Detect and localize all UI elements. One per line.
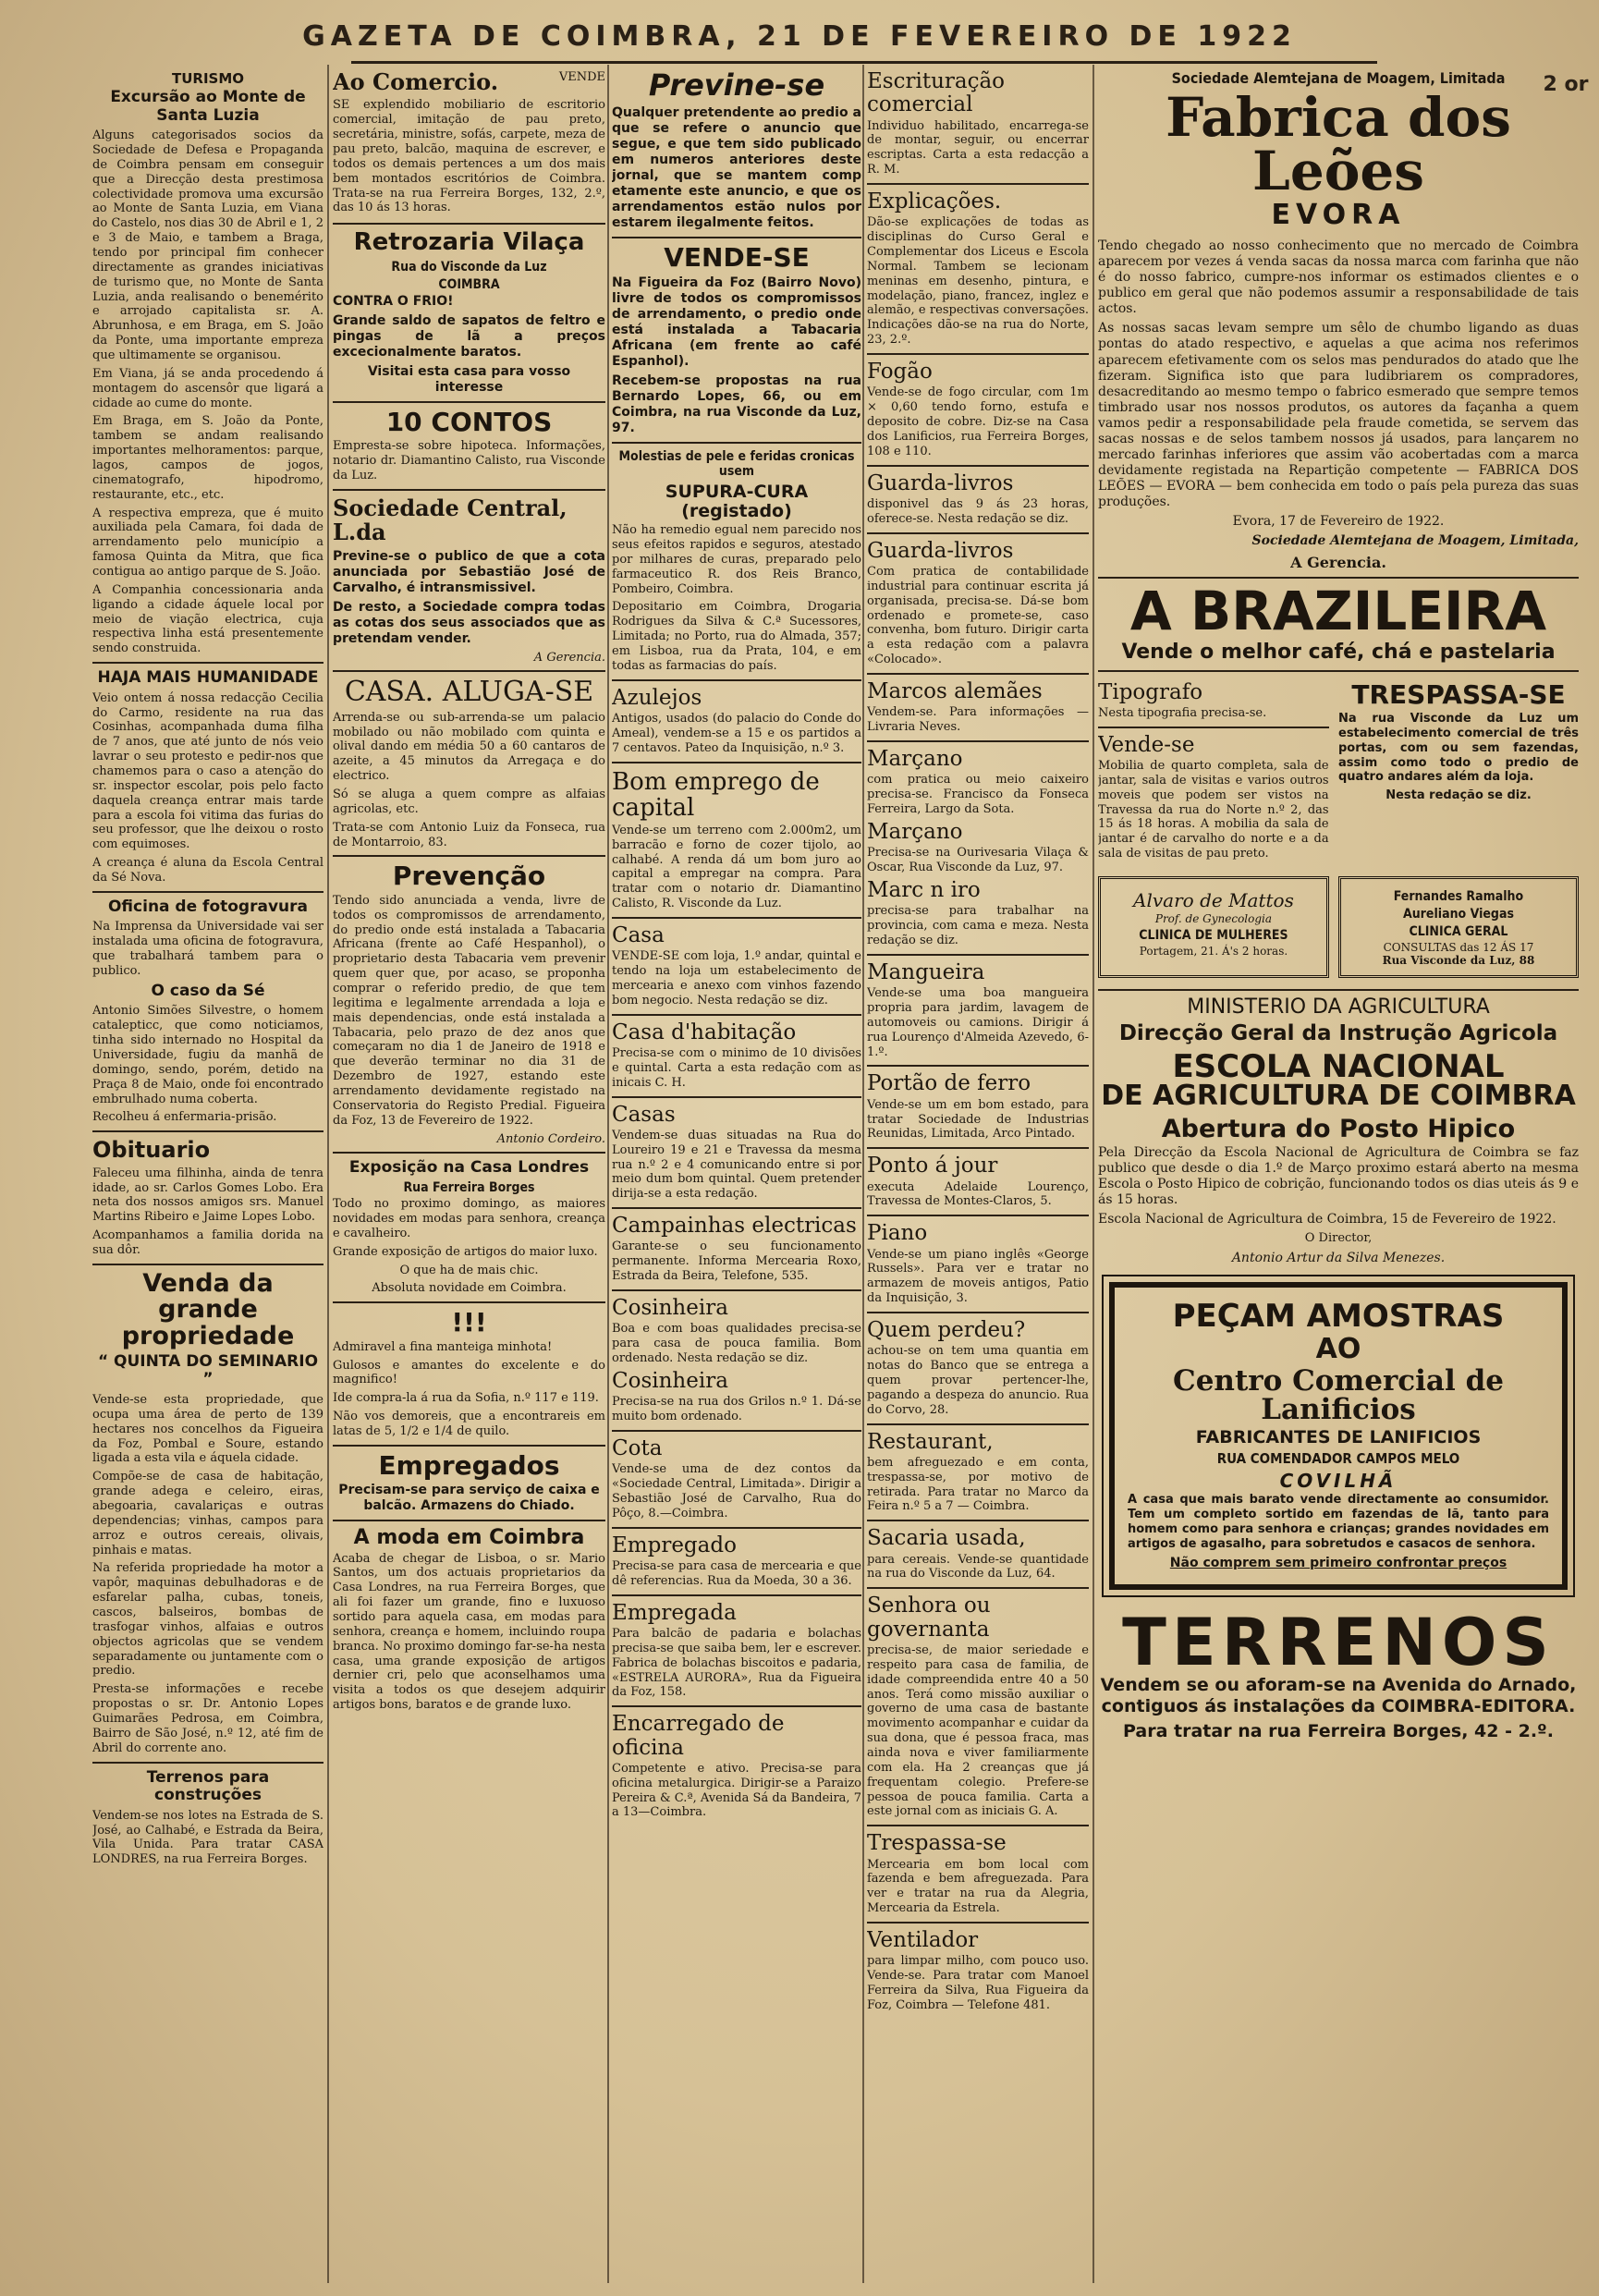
divider bbox=[612, 1096, 861, 1098]
ad-tag: VENDE bbox=[558, 70, 605, 84]
ad-subtitle: DE AGRICULTURA DE COIMBRA bbox=[1101, 1080, 1576, 1113]
ad-title: CASA. ALUGA-SE bbox=[344, 676, 594, 709]
doctor-name: Alvaro de Mattos bbox=[1133, 889, 1294, 912]
ad-text: Pela Direcção da Escola Nacional de Agricultura de Coimbra se faz publico que desde o dia 1.º de Março proximo estará aberto na mesma Escola o Posto Hipico de cobrição, funcionando todos os dias uteis ás 9 e ás 15 horas. bbox=[1098, 1145, 1579, 1208]
divider bbox=[92, 662, 323, 664]
article-title: HAJA MAIS HUMANIDADE bbox=[97, 668, 319, 688]
ad-text: Presta-se informações e recebe propostas o sr. Dr. Antonio Lopes Guimarães Pedrosa, em Coimbra, Bairro de São José, n.º 12, até fim de Abril do corrente ano. bbox=[92, 1682, 323, 1755]
divider bbox=[867, 1065, 1089, 1067]
divider bbox=[1098, 727, 1329, 728]
column-5 bbox=[1098, 67, 1579, 2285]
ad-text: Precisa-se com o minimo de 10 divisões e quintal. Carta a esta redação com as inicais C. H. bbox=[612, 1046, 861, 1090]
column-2 bbox=[333, 67, 605, 2285]
divider bbox=[333, 1520, 605, 1521]
ad-subtitle: AO bbox=[1315, 1333, 1361, 1366]
ad-text: Qualquer pretendente ao predio a que se refere o anuncio que segue, e que tem sido publicado em numeros anteriores deste jornal, que se mantem comp etamente este anuncio, e que os arrendamentos estão nulos por estarem ilegalmente feitos. bbox=[612, 104, 861, 231]
divider bbox=[867, 465, 1089, 467]
column-rule bbox=[607, 65, 609, 2283]
article-text: Faleceu uma filhinha, ainda de tenra idade, ao sr. Carlos Gomes Lobo. Era neta dos nossos amigos srs. Manuel Martins Ribeiro e Jaime Lopes Lobo. bbox=[92, 1166, 323, 1225]
clinic-address: Rua Visconde da Luz, 88 bbox=[1382, 954, 1535, 968]
clinic-row bbox=[1098, 871, 1579, 983]
divider bbox=[867, 740, 1089, 742]
ad-title: PEÇAM AMOSTRAS bbox=[1172, 1298, 1505, 1336]
ad-title: Exposição na Casa Londres bbox=[348, 1157, 590, 1177]
article-text: Alguns categorisados socios da Sociedade de Defesa e Propaganda de Coimbra pensam em conseguir que a Direcção desta prestimosa colectividade promova uma excursão ao Monte de Santa Luzia, em Viana do Castelo, nos dias 30 de Abril e 1, 2 e 3 de Maio, e tambem a Braga, tendo por principal fim conhecer directamente as grandes iniciativas de turismo que, no Monte de Santa Luzia, anda realisando o benemérito e arrojado capitalista sr. A. Abrunhosa, e em Braga, em S. João da Ponte, uma importante empreza que ultimamente se organisou. bbox=[92, 128, 323, 362]
article-text: Acaba de chegar de Lisboa, o sr. Mario Santos, um dos actuais proprietarios da Casa Londres, na rua Ferreira Borges, que ali foi fazer um grande, fino e luxuoso sortido para aquela casa, em modas para senhora, creança e homem, incluindo roupa branca. No proximo domingo far-se-ha nesta casa, uma grande exposição de artigos dernier cri, pelo que aconselhamos uma visita a todos os que desejem adquirir artigos bons, baratos e de grande luxo. bbox=[333, 1551, 605, 1713]
ad-text: Individuo habilitado, encarrega-se de montar, seguir, ou encerrar escriptas. Carta a esta redacção a R. M. bbox=[867, 118, 1089, 177]
divider bbox=[333, 1301, 605, 1303]
ad-text: Vendem-se. Para informações — Livraria Neves. bbox=[867, 705, 1089, 735]
column-rule bbox=[1092, 65, 1094, 2283]
doctor-prof: Prof. de Gynecologia bbox=[1154, 912, 1273, 926]
divider bbox=[612, 1594, 861, 1596]
doctor-name: Aureliano Viegas bbox=[1402, 907, 1514, 922]
column-3 bbox=[612, 67, 861, 2285]
article-title: A moda em Coimbra bbox=[353, 1526, 585, 1550]
divider bbox=[92, 1264, 323, 1265]
article-text: Veio ontem á nossa redacção Cecilia do Carmo, residente na rua das Cosinhas, acompanhada duma filha de 7 anos, que até junto de nós veio lavrar o seu protesto e pedir-nos que chamemos para o caso a atenção do sr. inspector escolar, pois pelo facto daquela creança entrar mais tarde para a escola foi vitima das furias do seu professor, que lhe deixou o rosto com equimoses. bbox=[92, 690, 323, 852]
divider bbox=[1098, 989, 1579, 991]
divider bbox=[333, 1152, 605, 1154]
ad-title: Explicações. bbox=[867, 189, 1002, 214]
ad-text: Boa e com boas qualidades precisa-se para casa de pouca familia. Bom ordenado. Nesta redação se diz. bbox=[612, 1322, 861, 1366]
ad-text: executa Adelaide Lourenço, Travessa de Montes-Claros, 5. bbox=[867, 1179, 1089, 1209]
ad-text: para cereais. Vende-se quantidade na rua do Visconde da Luz, 64. bbox=[867, 1552, 1089, 1582]
ad-text: com pratica ou meio caixeiro precisa-se. Francisco da Fonseca Ferreira, Largo da Sota. bbox=[867, 773, 1089, 817]
divider bbox=[333, 401, 605, 403]
ad-subtitle: FABRICANTES DE LANIFICIOS bbox=[1195, 1427, 1482, 1448]
ad-subtitle: Rua Ferreira Borges bbox=[403, 1180, 535, 1196]
ad-title: Empregados bbox=[378, 1449, 560, 1481]
ad-title: Venda da grande propriedade bbox=[121, 1268, 295, 1350]
signature: O Director, bbox=[1304, 1231, 1373, 1246]
article-text: Antonio Simões Silvestre, o homem catalepticc, que como noticiamos, tinha sido internado no Hospital da Universidade, fugiu da manhã de domingo, sendo, porém, detido na Praça 8 de Maio, onde foi encontrado embrulhado numa coberta. bbox=[92, 1004, 323, 1106]
divider bbox=[867, 1922, 1089, 1924]
article-text: Em Viana, já se anda procedendo á montagem do ascensôr que ligará a cidade ao cume do monte. bbox=[92, 366, 323, 410]
ad-subtitle: COIMBRA bbox=[438, 276, 500, 292]
ad-text: bem afreguezado e em conta, trespassa-se, por motivo de retirada. Para tratar no Marco da Feira n.º 5 a 7 — Coimbra. bbox=[867, 1455, 1089, 1514]
ad-title: ESCOLA NACIONAL bbox=[1172, 1048, 1505, 1086]
article-text: Recolheu á enfermaria-prisão. bbox=[92, 1110, 277, 1125]
ad-text: Mercearia em bom local com fazenda e bem afreguezada. Para ver e tratar na rua da Alegria, Mercearia da Estrela. bbox=[867, 1857, 1089, 1916]
masthead-rule bbox=[351, 61, 1377, 64]
ad-title: Retrozaria Vilaça bbox=[353, 228, 585, 257]
ad-title: TRESPASSA-SE bbox=[1351, 678, 1566, 710]
ad-right bbox=[1338, 678, 1579, 865]
ad-date: Evora, 17 de Fevereiro de 1922. bbox=[1232, 514, 1445, 530]
masthead: GAZETA DE COIMBRA, 21 DE FEVEREIRO DE 1922 bbox=[302, 20, 1297, 53]
ad-text: Na Figueira da Foz (Bairro Novo) livre de todos os compromissos de arrendamento, o predio onde está instalada a Tabacaria Africana (em frente ao café Espanhol). bbox=[612, 275, 861, 369]
article-text: A creança é aluna da Escola Central da Sé Nova. bbox=[92, 856, 323, 885]
clinic-name: CLINICA DE MULHERES bbox=[1139, 928, 1288, 944]
signature: A Gerencia. bbox=[533, 651, 605, 666]
article-text: A respectiva empreza, que é muito auxiliada pela Camara, foi dada de arrendamento pelo município a famosa Quinta da Mitra, que fica contigua ao antigo parque de S. João. bbox=[92, 506, 323, 580]
ad-city: EVORA bbox=[1271, 199, 1406, 231]
ad-title: Guarda-livros bbox=[867, 470, 1014, 495]
ad-title: Sacaria usada, bbox=[867, 1526, 1026, 1551]
ad-text: Arrenda-se ou sub-arrenda-se um palacio mobilado ou não mobilado com quinta e olival dando em média 50 a 60 cantaros de azeite, a 45 minutos da Arregaça e do electrico. bbox=[333, 710, 605, 784]
ad-subtitle: “ QUINTA DO SEMINARIO ” bbox=[97, 1351, 319, 1389]
divider bbox=[612, 1430, 861, 1432]
ad-title: Molestias de pele e feridas cronicas usem bbox=[618, 449, 855, 480]
article-text: A Companhia concessionaria anda ligando a cidade áquele local por meio de viação electrica, cuja respectiva linha está presentemente sendo construida. bbox=[92, 582, 323, 656]
divider bbox=[612, 1014, 861, 1016]
ad-title: Piano bbox=[867, 1221, 928, 1246]
divider bbox=[612, 679, 861, 681]
ad-text: Nesta redação se diz. bbox=[1385, 788, 1532, 803]
clinic-ramalho bbox=[1338, 876, 1579, 978]
ad-text: Gulosos e amantes do excelente e do magnifico! bbox=[333, 1358, 605, 1387]
divider bbox=[612, 237, 861, 238]
ad-text: Recebem-se propostas na rua Bernardo Lopes, 66, ou em Coimbra, na rua Visconde da Luz, 97. bbox=[612, 373, 861, 436]
divider bbox=[612, 1207, 861, 1209]
ad-text: Precisa-se na Ourivesaria Vilaça & Oscar, Rua Visconde da Luz, 97. bbox=[867, 846, 1089, 875]
ad-text: Todo no proximo domingo, as maiores novidades em modas para senhora, creança e cavalheiro. bbox=[333, 1197, 605, 1240]
ad-title: 10 CONTOS bbox=[385, 407, 553, 438]
divider bbox=[92, 1762, 323, 1764]
divider bbox=[612, 1527, 861, 1529]
ad-text: Precisam-se para serviço de caixa e balcão. Armazens do Chiado. bbox=[338, 1483, 600, 1514]
ad-heading: Abertura do Posto Hipico bbox=[1161, 1115, 1516, 1144]
ad-title: Tipografo bbox=[1098, 679, 1203, 704]
column-1 bbox=[92, 67, 323, 2285]
ad-text: Não comprem sem primeiro confrontar preços bbox=[1169, 1555, 1507, 1570]
ad-text: Precisa-se para casa de mercearia e que dê referencias. Rua da Moeda, 30 a 36. bbox=[612, 1558, 861, 1588]
ad-text: Para balcão de padaria e bolachas precisa-se que saiba bem, ler e escrever. Fabrica de bolachas biscoitos e padaria, «ESTRELA AURORA», Rua da Figueira da Foz, 158. bbox=[612, 1627, 861, 1700]
divider bbox=[867, 1825, 1089, 1826]
divider bbox=[867, 1520, 1089, 1521]
ad-text: Nesta tipografia precisa-se. bbox=[1098, 705, 1267, 720]
divider bbox=[92, 891, 323, 893]
ad-title: Casa bbox=[612, 922, 665, 947]
ad-title: Restaurant, bbox=[867, 1429, 994, 1454]
ad-subtitle: Vende o melhor café, chá e pastelaria bbox=[1121, 641, 1556, 665]
signature: Antonio Artur da Silva Menezes. bbox=[1231, 1251, 1446, 1266]
ad-title: Campainhas electricas bbox=[612, 1214, 857, 1239]
ad-title: Cosinheira bbox=[612, 1368, 728, 1393]
ad-text: Vende-se esta propriedade, que ocupa uma área de perto de 139 hectares nos concelhos da Figueira da Foz, Pombal e Soure, estando ligada a esta vila e áquela cidade. bbox=[92, 1392, 323, 1466]
ad-title: TERRENOS bbox=[1122, 1604, 1555, 1680]
ad-text: Depositario em Coimbra, Drogaria Rodrigues da Silva & C.ª Sucessores, Limitada; no Porto, rua do Almada, 357; em Lisboa, rua da Prata, 104, e em todas as farmacias do país. bbox=[612, 600, 861, 673]
ad-text: Absoluta novidade em Coimbra. bbox=[372, 1281, 567, 1296]
divider bbox=[333, 855, 605, 857]
divider bbox=[612, 1289, 861, 1291]
ad-title: Terrenos para construções bbox=[146, 1767, 270, 1805]
ad-text: Trata-se com Antonio Luiz da Fonseca, rua de Montarroio, 83. bbox=[333, 820, 605, 849]
ad-text: Não vos demoreis, que a encontrareis em latas de 5, 1/2 e 1/4 de quilo. bbox=[333, 1410, 605, 1439]
article-title: Oficina de fotogravura bbox=[107, 897, 308, 916]
ad-title: Ponto á jour bbox=[867, 1154, 998, 1179]
divider bbox=[612, 917, 861, 919]
ad-title: Marcos alemães bbox=[867, 678, 1043, 703]
ad-address: RUA COMENDADOR CAMPOS MELO bbox=[1216, 1450, 1460, 1468]
divider bbox=[333, 1445, 605, 1447]
ad-title: Azulejos bbox=[612, 685, 702, 710]
divider bbox=[92, 1130, 323, 1132]
divider bbox=[867, 954, 1089, 956]
ad-text: Garante-se o seu funcionamento permanente. Informa Mercearia Roxo, Estrada da Beira, Telefone, 535. bbox=[612, 1240, 861, 1284]
article-text: Na Imprensa da Universidade vai ser instalada uma oficina de fotogravura, que trabalhará tambem para o publico. bbox=[92, 920, 323, 979]
divider bbox=[612, 442, 861, 444]
ad-text: Grande exposição de artigos do maior luxo. bbox=[333, 1244, 598, 1259]
ad-title: Escrituração comercial bbox=[867, 69, 1006, 117]
ad-text: precisa-se, de maior seriedade e respeito para casa de familia, de idade compreendida entre 40 a 50 anos. Terá como missão auxiliar o governo de uma casa de bastante movimento acompanhar e cuidar da sua dona, que é pessoa fraca, mas ainda nova e viver familiarmente com ela. Ha 2 creanças que já frequentam colegio. Prefere-se pessoa de pouca familia. Carta a este jornal com as iniciais G. A. bbox=[867, 1643, 1089, 1819]
divider bbox=[867, 1215, 1089, 1216]
ad-title: Marçano bbox=[867, 747, 963, 771]
divider bbox=[867, 353, 1089, 355]
ad-text: A casa que mais barato vende directamente ao consumidor. Tem um completo sortido em fazendas de lã, tanto para homem como para senhora e crianças; grandes novidades em artigos de agasalho, para sobretudos e casacos de senhora. bbox=[1128, 1493, 1549, 1551]
divider bbox=[333, 223, 605, 225]
ad-subtitle: Direcção Geral da Instrução Agricola bbox=[1118, 1021, 1558, 1046]
clinic-address: Portagem, 21. Á's 2 horas. bbox=[1139, 945, 1288, 959]
ad-text: Vende-se uma boa mangueira propria para jardim, lavagem de automoveis ou camions. Dirigir á rua Lourenço d'Almeida Azevedo, 6-1.º. bbox=[867, 986, 1089, 1059]
ad-text: Empresta-se sobre hipoteca. Informações, notario dr. Diamantino Calisto, rua Visconde da Luz. bbox=[333, 439, 605, 483]
ad-title: Mangueira bbox=[867, 959, 985, 984]
ad-text: disponivel das 9 ás 23 horas, oferece-se. Nesta redação se diz. bbox=[867, 496, 1089, 526]
ad-text: Tendo sido anunciada a venda, livre de todos os compromissos de arrendamento, do predio onde está instalada a Tabacaria Africana (frente ao Café Hespanhol), o proprietario desta Tabacaria vem prevenir quem quer que, por acaso, se proponha comprar o referido predio, de que tem legitima e legalmente arrendada a loja e mais dependencias, onde está instalada a Tabacaria, pelo prazo de dez anos que começaram no dia 1 de Janeiro de 1918 e que deverão terminar no dia 31 de Dezembro de 1927, estando este arrendamento devidamente registado na Conservatoria do Registo Predial. Figueira da Foz, 13 de Fevereiro de 1922. bbox=[333, 893, 605, 1128]
ad-company: Centro Comercial de Lanificios bbox=[1173, 1364, 1504, 1427]
divider bbox=[867, 1312, 1089, 1313]
ad-text: Compõe-se de casa de habitação, grande adega e celeiro, eiras, abegoaria, cavalariças e outras dependencias; vinhas, campos para arroz e outros cereais, olivais, pinhais e matas. bbox=[92, 1470, 323, 1557]
ad-text: Vende-se um terreno com 2.000m2, um barracão e forno de cozer tijolo, ao calhabé. A renda dá um bom juro ao capital a empregar na compra. Para tratar com o notario dr. Diamantino Calisto, R. Visconde da Luz. bbox=[612, 823, 861, 911]
ad-title: A BRAZILEIRA bbox=[1129, 580, 1547, 643]
ad-row bbox=[1098, 678, 1579, 865]
divider bbox=[867, 532, 1089, 534]
column-rule bbox=[862, 65, 864, 2283]
ad-text: Vendem se ou aforam-se na Avenida do Arnado, contiguos ás instalações da COIMBRA-EDITORA. bbox=[1100, 1674, 1577, 1716]
ad-title: Casas bbox=[612, 1102, 676, 1127]
clinic-hours: CONSULTAS das 12 ÁS 17 bbox=[1383, 941, 1534, 955]
ad-text: O que ha de mais chic. bbox=[399, 1263, 539, 1277]
divider bbox=[612, 1705, 861, 1707]
ad-left bbox=[1098, 678, 1329, 865]
ad-text: Não ha remedio egual nem parecido nos seus efeitos rapidos e seguros, atestado por milhares de curas, preparado pelo farmaceutico R. dos Reis Branco, Pombeiro, Coimbra. bbox=[612, 523, 861, 596]
ad-text: Mobilia de quarto completa, sala de jantar, sala de visitas e varios outros moveis que podem ser vistos na Travessa da rua do Norte n.º 2, das 15 ás 18 horas. A mobilia da sala de jantar é de carvalho do norte e a da sala de visitas de pau preto. bbox=[1098, 759, 1329, 861]
ad-title: Guarda-livros bbox=[867, 538, 1014, 563]
ad-title: Senhora ou governanta bbox=[867, 1594, 991, 1642]
ad-text: Competente e ativo. Precisa-se para oficina metalurgica. Dirigir-se a Paraizo Pereira & C.ª, Avenida Sá da Bandeira, 7 a 13—Coimbra. bbox=[612, 1761, 861, 1820]
ad-title: Fabrica dos Leões bbox=[1166, 86, 1511, 202]
signature: A Gerencia. bbox=[1290, 554, 1386, 572]
ad-text: Dão-se explicações de todas as disciplinas do Curso Geral e Complementar dos Liceus e Escola Normal. Tambem se lecionam meninas em desenho, pintura, e modelação, piano, francez, inglez e alemão, e respectivas conversações. Indicações dão-se na rua do Norte, 23, 2.º. bbox=[867, 215, 1089, 348]
ad-text: Admiravel a fina manteiga minhota! bbox=[333, 1339, 553, 1354]
column-rule bbox=[327, 65, 329, 2283]
ad-title: Ventilador bbox=[867, 1927, 979, 1952]
ad-title: Cota bbox=[612, 1435, 663, 1460]
ad-text: Previne-se o publico de que a cota anunciada por Sebastião José de Carvalho, é intransmissivel. bbox=[333, 548, 605, 595]
ad-title: VENDE-SE bbox=[664, 242, 810, 274]
divider bbox=[333, 670, 605, 672]
ad-title: Quem perdeu? bbox=[867, 1317, 1026, 1342]
ad-text: Grande saldo de sapatos de feltro e pingas de lã a preços excecionalmente baratos. bbox=[333, 312, 605, 360]
ad-text: As nossas sacas levam sempre um sêlo de chumbo ligando as duas pontas do atado respectivo, e aquelas a que acima nos referimos aparecem efetivamente com os selos mas pendurados do atado que lhe fizeram. Significa isto que para ludibriarem os compradores, desacreditando ao mesmo tempo o fabrico esmerado que sempre temos timbrado usar nos nossos produtos, os autores da façanha a quem vamos pedir a responsabilidade pela fraude cometida, se servem das sacas nossas e de selos tambem nossos já usados, para lançarem no mercado farinhas inferiores que assim vão acobertadas com a marca devidamente registada na Repartição competente — FABRICA DOS LEÕES — EVORA — bem conhecida em todo o país pela pureza das suas produções. bbox=[1098, 321, 1579, 510]
divider bbox=[1098, 670, 1579, 672]
signature: Sociedade Alemtejana de Moagem, Limitada, bbox=[1251, 533, 1579, 549]
ad-text: Com pratica de contabilidade industrial para continuar escrita já organisada, precisa-se. Dá-se bom ordenado e promete-se, caso convenha, bom futuro. Dirigir carta a esta redação com a palavra «Colocado». bbox=[867, 564, 1089, 667]
ad-text: Vende-se uma de dez contos da «Sociedade Central, Limitada». Dirigir a Sebastião José de Carvalho, Rua do Pôço, 8.—Coimbra. bbox=[612, 1462, 861, 1520]
doctor-name: Fernandes Ramalho bbox=[1393, 889, 1524, 905]
ad-text: Vende-se um em bom estado, para tratar Sociedade de Industrias Reunidas, Limitada, Arco Pintado. bbox=[867, 1097, 1089, 1142]
divider bbox=[612, 762, 861, 763]
ad-subtitle: SUPURA-CURA (registado) bbox=[665, 482, 809, 522]
ad-text: achou-se on tem uma quantia em notas do Banco que se entrega a quem provar pertencer-lhe, pagando a despeza do anuncio. Rua do Corvo, 28. bbox=[867, 1344, 1089, 1417]
ad-text: Vendem-se duas situadas na Rua do Loureiro 19 e 21 e Travessa da mesma rua n.º 2 e 4 comunicando entre si por meio dum bom quintal. Quem pretender dirija-se a esta redação. bbox=[612, 1128, 861, 1202]
ad-text: Ide compra-la á rua da Sofia, n.º 117 e 119. bbox=[333, 1391, 599, 1406]
ad-title: Portão de ferro bbox=[867, 1071, 1031, 1096]
clinic-mattos bbox=[1098, 876, 1329, 978]
ad-text: Vendem-se nos lotes na Estrada de S. José, ao Calhabé, e Estrada da Beira, Vila Unida. Para tratar CASA LONDRES, na rua Ferreira Borges. bbox=[92, 1808, 323, 1867]
ad-text: CONTRA O FRIO! bbox=[333, 293, 454, 309]
ad-title: Prevenção bbox=[392, 861, 546, 892]
divider bbox=[867, 1147, 1089, 1149]
ad-text: precisa-se para trabalhar na provincia, com cama e meza. Nesta redação se diz. bbox=[867, 904, 1089, 947]
ad-text: Na rua Visconde da Luz um estabelecimento comercial de três portas, com ou sem fazendas, assim como todo o predio de quatro andares além da loja. bbox=[1338, 711, 1579, 785]
ad-title: Bom emprego de capital bbox=[612, 767, 820, 823]
clinic-name: CLINICA GERAL bbox=[1409, 924, 1508, 940]
ad-text: VENDE-SE com loja, 1.º andar, quintal e tendo na loja um estabelecimento de mercearia e anexo com vinhos fazendo bom negocio. Nesta redação se diz. bbox=[612, 949, 861, 1008]
ad-title: Sociedade Central, L.da bbox=[333, 495, 568, 546]
ad-title: Marc n iro bbox=[867, 877, 981, 902]
divider bbox=[867, 1423, 1089, 1425]
ad-text: Só se aluga a quem compre as alfaias agricolas, etc. bbox=[333, 788, 605, 816]
article-title: Excursão ao Monte de Santa Luzia bbox=[110, 88, 306, 125]
ad-title: Empregada bbox=[612, 1600, 737, 1625]
column-4 bbox=[867, 67, 1089, 2285]
divider bbox=[1098, 577, 1579, 579]
divider bbox=[867, 183, 1089, 185]
ad-title: Ao Comercio. bbox=[333, 68, 499, 95]
ad-subtitle: Rua do Visconde da Luz bbox=[391, 259, 547, 275]
ad-company: Sociedade Alemtejana de Moagem, Limitada bbox=[1171, 69, 1506, 87]
ad-text: Escola Nacional de Agricultura de Coimbra, 15 de Fevereiro de 1922. bbox=[1098, 1212, 1556, 1227]
ad-city: COVILHÃ bbox=[1279, 1470, 1398, 1493]
ad-text: Na referida propriedade ha motor a vapôr, maquinas debulhadoras e de esfarelar palha, cubas, toneis, cascos, balseiros, bombas de trasfogar vinhos, alfaias e outros objectos agricolas que se vendem separadamente ou juntamente com o predio. bbox=[92, 1561, 323, 1679]
ad-text: Para tratar na rua Ferreira Borges, 42 - 2.º. bbox=[1122, 1721, 1554, 1742]
divider bbox=[867, 673, 1089, 675]
ad-title: Fogão bbox=[867, 360, 933, 385]
ad-title: Marçano bbox=[867, 819, 963, 844]
ad-text: De resto, a Sociedade compra todas as cotas dos seus associados que as pretendam vender. bbox=[333, 600, 605, 647]
ad-text: Vende-se de fogo circular, com 1m × 0,60 tendo forno, estufa e deposito de cobre. Diz-se na Casa dos Lanificios, rua Ferreira Borges, 108 e 110. bbox=[867, 385, 1089, 458]
ad-text: Vende-se um piano inglês «George Russels». Para ver e tratar no armazem de moveis antigos, Patio da Inquisição, 3. bbox=[867, 1247, 1089, 1306]
ad-text: Antigos, usados (do palacio do Conde do Ameal), vendem-se a 15 e os partidos a 7 centavos. Pateo da Inquisição, n.º 3. bbox=[612, 712, 861, 755]
ad-title: Trespassa-se bbox=[867, 1831, 1007, 1856]
ad-title: Cosinheira bbox=[612, 1296, 728, 1321]
section-kicker: TURISMO bbox=[171, 70, 245, 87]
signature: Antonio Cordeiro. bbox=[496, 1131, 605, 1146]
ad-text: Precisa-se na rua dos Grilos n.º 1. Dá-se muito bom ordenado. bbox=[612, 1395, 861, 1424]
ad-amostras-box bbox=[1109, 1282, 1568, 1589]
ad-text: Visitai esta casa para vosso interesse bbox=[367, 363, 571, 395]
ad-title: Empregado bbox=[612, 1533, 737, 1557]
ad-title: Vende-se bbox=[1098, 732, 1195, 757]
ad-title: Casa d'habitação bbox=[612, 1020, 797, 1044]
ad-text: Tendo chegado ao nosso conhecimento que no mercado de Coimbra aparecem por vezes á venda sacas da nossa marca com farinha que não é do nosso fabrico, cumpre-nos informar os estimados clientes e o publico em geral que não podemos assumir a responsabilidade de tais actos. bbox=[1098, 238, 1579, 317]
ad-title: Encarregado de oficina bbox=[612, 1712, 785, 1760]
article-title: Obituario bbox=[92, 1137, 211, 1164]
ad-text: para limpar milho, com pouco uso. Vende-se. Para tratar com Manoel Ferreira da Silva, Rua Figueira da Foz, Coimbra — Telefone 481. bbox=[867, 1954, 1089, 2012]
ad-title: MINISTERIO DA AGRICULTURA bbox=[1187, 995, 1490, 1019]
ad-title: Previne-se bbox=[648, 67, 825, 103]
ad-text: SE explendido mobiliario de escritorio comercial, imitação de pau preto, secretária, ministre, sofás, carpete, meza de pau preto, balcão, maquina de escrever, e todos os demais pertences a um dos mais bem montados escritórios de Coimbra. Trata-se na rua Ferreira Borges, 132, 2.º, das 10 ás 13 horas. bbox=[333, 98, 605, 215]
corner-mark: 2 or bbox=[1543, 73, 1589, 96]
divider bbox=[333, 489, 605, 491]
article-text: Acompanhamos a familia dorida na sua dôr. bbox=[92, 1228, 323, 1257]
divider bbox=[867, 1587, 1089, 1589]
article-text: Em Braga, em S. João da Ponte, tambem se andam realisando importantes melhoramentos: parque, lagos, campos de jogos, cinematografo, hipodromo, restaurante, etc., etc. bbox=[92, 414, 323, 502]
ad-comercio bbox=[333, 70, 605, 215]
ad-title: !!! bbox=[451, 1307, 487, 1338]
article-title: O caso da Sé bbox=[151, 981, 265, 1000]
